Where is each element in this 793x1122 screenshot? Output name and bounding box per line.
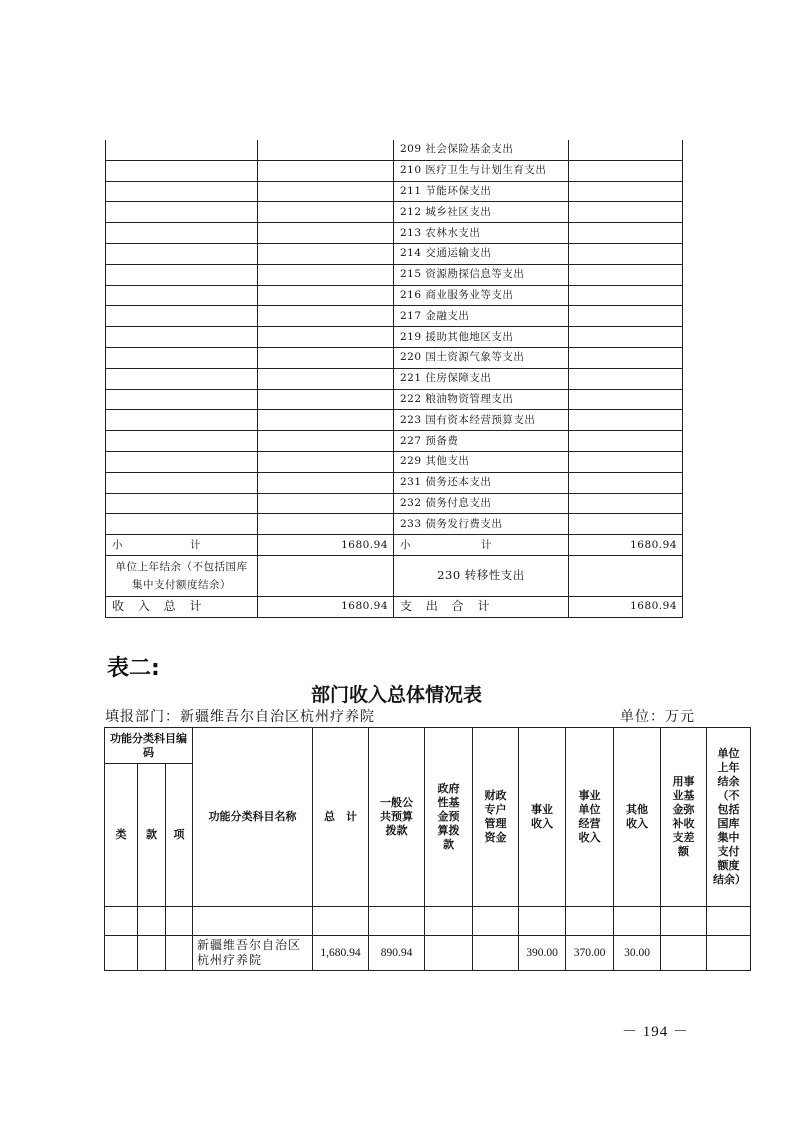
- cell-lei: [105, 907, 138, 936]
- header-operating-income: 事业单位经营收入: [566, 728, 614, 907]
- income-item-cell: [106, 514, 258, 535]
- department-income-table: [104, 727, 751, 971]
- total-left-label-char: 收: [112, 599, 125, 614]
- cell-business-income: [519, 907, 566, 936]
- cell-special-mgmt: [473, 907, 519, 936]
- expense-amount-cell: [569, 140, 683, 160]
- header-business-income: 事业收入: [519, 728, 566, 907]
- table-row: [106, 223, 683, 244]
- total-right-label-char: 合: [451, 599, 465, 614]
- expense-item-cell: 213 农林水支出: [394, 223, 569, 244]
- table-row: [106, 389, 683, 410]
- cell-total: 1,680.94: [313, 936, 369, 971]
- income-amount-cell: [258, 285, 394, 306]
- subtotal-right-value: 1680.94: [569, 535, 683, 556]
- income-item-cell: [106, 472, 258, 493]
- income-item-cell: [106, 181, 258, 202]
- total-right-label-char: 出: [425, 599, 439, 614]
- section-label: 表二:: [107, 656, 160, 681]
- total-right-label-char: 计: [477, 599, 490, 614]
- cell-other-income: [614, 907, 661, 936]
- income-amount-cell: [258, 264, 394, 285]
- expense-item-cell: 227 预备费: [394, 431, 569, 452]
- header-total: 总 计: [313, 728, 369, 907]
- cell-fund-offset: [661, 936, 707, 971]
- subtotal-left-value: 1680.94: [258, 535, 394, 556]
- table-row: [105, 907, 751, 936]
- subtotal-left-label-cell: [106, 535, 258, 556]
- expense-item-cell: 214 交通运输支出: [394, 243, 569, 264]
- cell-xiang: [166, 907, 193, 936]
- expense-amount-cell: [569, 410, 683, 431]
- page-number: － 194 －: [622, 1024, 690, 1040]
- cell-gov-fund: [425, 907, 473, 936]
- income-amount-cell: [258, 472, 394, 493]
- table-row: [106, 285, 683, 306]
- cell-general-budget: [369, 907, 425, 936]
- expense-item-cell: 232 债务付息支出: [394, 493, 569, 514]
- expense-item-cell: 229 其他支出: [394, 451, 569, 472]
- table-row: [106, 368, 683, 389]
- table-row: [106, 514, 683, 535]
- expense-amount-cell: [569, 451, 683, 472]
- income-amount-cell: [258, 514, 394, 535]
- total-right-label-cell: [394, 596, 569, 617]
- expense-amount-cell: [569, 160, 683, 181]
- cell-carryover: [707, 936, 751, 971]
- income-amount-cell: [258, 160, 394, 181]
- income-amount-cell: [258, 389, 394, 410]
- table-title: 部门收入总体情况表: [310, 684, 482, 706]
- total-right-value: 1680.94: [569, 596, 683, 617]
- cell-operating-income: [566, 907, 614, 936]
- income-amount-cell: [258, 202, 394, 223]
- expense-item-cell: 216 商业服务业等支出: [394, 285, 569, 306]
- table-row: [106, 160, 683, 181]
- header-general-budget: 一般公共预算拨款: [369, 728, 425, 907]
- income-amount-cell: [258, 327, 394, 348]
- table-row: [106, 410, 683, 431]
- expense-amount-cell: [569, 389, 683, 410]
- header-fund-offset: 用事业基金弥补收支差额: [661, 728, 707, 907]
- income-item-cell: [106, 243, 258, 264]
- subtotal-left-label-b: 计: [190, 538, 201, 551]
- table-row: [106, 264, 683, 285]
- header-carryover: 单位上年结余（不包括国库集中支付额度结余）: [707, 728, 751, 907]
- total-right-label-char: 支: [400, 599, 413, 614]
- carryover-right-label: 230 转移性支出: [394, 555, 569, 596]
- expense-item-cell: 220 国土资源气象等支出: [394, 347, 569, 368]
- expense-amount-cell: [569, 285, 683, 306]
- subtotal-row: [106, 535, 683, 556]
- income-amount-cell: [258, 306, 394, 327]
- table-row: [106, 181, 683, 202]
- income-amount-cell: [258, 410, 394, 431]
- expense-amount-cell: [569, 368, 683, 389]
- cell-xiang: [166, 936, 193, 971]
- cell-lei: [105, 936, 138, 971]
- income-amount-cell: [258, 347, 394, 368]
- carryover-left-label: 单位上年结余（不包括国库集中支付额度结余）: [106, 555, 258, 596]
- subtotal-left-label-a: 小: [112, 538, 123, 551]
- expense-amount-cell: [569, 347, 683, 368]
- carryover-right-value: [569, 555, 683, 596]
- expense-amount-cell: [569, 223, 683, 244]
- table-row: [106, 451, 683, 472]
- cell-general-budget: 890.94: [369, 936, 425, 971]
- expense-item-cell: 212 城乡社区支出: [394, 202, 569, 223]
- income-item-cell: [106, 368, 258, 389]
- total-left-label-char: 计: [189, 599, 202, 614]
- income-item-cell: [106, 285, 258, 306]
- cell-name: [193, 907, 313, 936]
- table-row: [105, 936, 751, 971]
- fill-department: 填报部门：新疆维吾尔自治区杭州疗养院: [105, 709, 375, 725]
- cell-kuan: [138, 907, 166, 936]
- subtotal-right-label-cell: [394, 535, 569, 556]
- cell-total: [313, 907, 369, 936]
- cell-kuan: [138, 936, 166, 971]
- income-amount-cell: [258, 368, 394, 389]
- header-code-xiang: 项: [166, 764, 193, 907]
- expense-amount-cell: [569, 181, 683, 202]
- table-row: [106, 306, 683, 327]
- income-item-cell: [106, 306, 258, 327]
- header-other-income: 其他收入: [614, 728, 661, 907]
- income-item-cell: [106, 410, 258, 431]
- income-amount-cell: [258, 243, 394, 264]
- cell-operating-income: 370.00: [566, 936, 614, 971]
- cell-carryover: [707, 907, 751, 936]
- expense-item-cell: 211 节能环保支出: [394, 181, 569, 202]
- income-expense-summary-table: [105, 140, 683, 618]
- expense-item-cell: 217 金融支出: [394, 306, 569, 327]
- header-code-group: 功能分类科目编码: [105, 728, 193, 764]
- header-name: 功能分类科目名称: [193, 728, 313, 907]
- header-special-mgmt: 财政专户管理资金: [473, 728, 519, 907]
- cell-name: 新疆维吾尔自治区杭州疗养院: [193, 936, 313, 971]
- income-item-cell: [106, 493, 258, 514]
- total-left-label-cell: [106, 596, 258, 617]
- income-amount-cell: [258, 181, 394, 202]
- expense-amount-cell: [569, 327, 683, 348]
- expense-amount-cell: [569, 306, 683, 327]
- income-amount-cell: [258, 451, 394, 472]
- table-row: [106, 472, 683, 493]
- total-left-label-char: 总: [163, 599, 177, 614]
- income-item-cell: [106, 451, 258, 472]
- subtotal-right-label-b: 计: [481, 538, 492, 551]
- expense-amount-cell: [569, 431, 683, 452]
- expense-item-cell: 219 援助其他地区支出: [394, 327, 569, 348]
- carryover-row: [106, 555, 683, 596]
- income-item-cell: [106, 202, 258, 223]
- total-left-label-char: 入: [137, 599, 151, 614]
- table-row: [106, 140, 683, 160]
- expense-amount-cell: [569, 243, 683, 264]
- income-item-cell: [106, 431, 258, 452]
- expense-item-cell: 221 住房保障支出: [394, 368, 569, 389]
- income-amount-cell: [258, 493, 394, 514]
- expense-amount-cell: [569, 472, 683, 493]
- cell-other-income: 30.00: [614, 936, 661, 971]
- expense-item-cell: 233 债务发行费支出: [394, 514, 569, 535]
- expense-amount-cell: [569, 264, 683, 285]
- income-item-cell: [106, 389, 258, 410]
- income-item-cell: [106, 140, 258, 160]
- expense-amount-cell: [569, 493, 683, 514]
- table-row: [106, 431, 683, 452]
- table-row: [106, 327, 683, 348]
- header-code-kuan: 款: [138, 764, 166, 907]
- expense-item-cell: 223 国有资本经营预算支出: [394, 410, 569, 431]
- table-row: [106, 493, 683, 514]
- cell-fund-offset: [661, 907, 707, 936]
- table-row: [106, 202, 683, 223]
- header-code-lei: 类: [105, 764, 138, 907]
- table-row: [106, 347, 683, 368]
- cell-special-mgmt: [473, 936, 519, 971]
- income-item-cell: [106, 160, 258, 181]
- subtotal-right-label-a: 小: [400, 538, 411, 551]
- total-row: [106, 596, 683, 617]
- expense-item-cell: 209 社会保险基金支出: [394, 140, 569, 160]
- total-left-value: 1680.94: [258, 596, 394, 617]
- income-amount-cell: [258, 223, 394, 244]
- income-item-cell: [106, 264, 258, 285]
- income-item-cell: [106, 327, 258, 348]
- income-item-cell: [106, 347, 258, 368]
- cell-business-income: 390.00: [519, 936, 566, 971]
- expense-item-cell: 210 医疗卫生与计划生育支出: [394, 160, 569, 181]
- expense-item-cell: 231 债务还本支出: [394, 472, 569, 493]
- expense-amount-cell: [569, 202, 683, 223]
- carryover-left-value: [258, 555, 394, 596]
- cell-gov-fund: [425, 936, 473, 971]
- unit-label: 单位：万元: [620, 709, 695, 725]
- expense-item-cell: 215 资源勘探信息等支出: [394, 264, 569, 285]
- expense-item-cell: 222 粮油物资管理支出: [394, 389, 569, 410]
- table-row: [106, 243, 683, 264]
- income-item-cell: [106, 223, 258, 244]
- expense-amount-cell: [569, 514, 683, 535]
- header-gov-fund: 政府性基金预算拨款: [425, 728, 473, 907]
- income-amount-cell: [258, 140, 394, 160]
- income-amount-cell: [258, 431, 394, 452]
